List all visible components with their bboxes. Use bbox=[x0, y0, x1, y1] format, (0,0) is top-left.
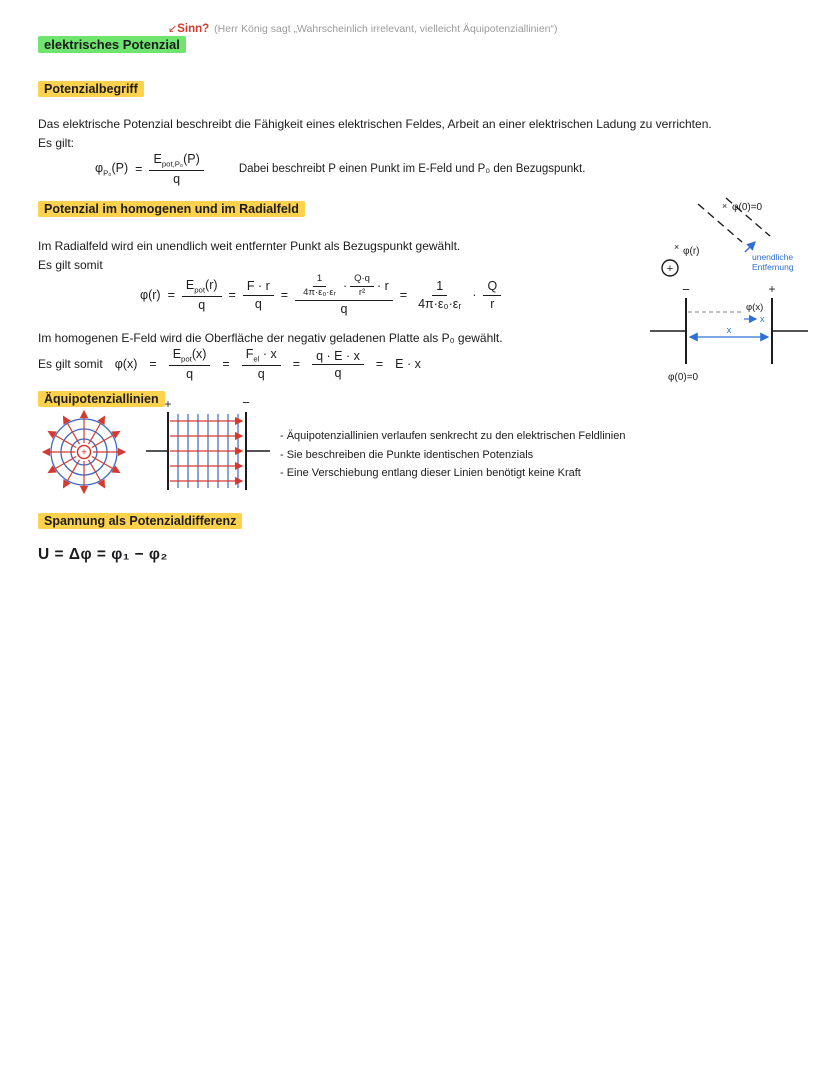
fraction: $\frac{E_{pot,P_0}(P)}{q}$ bbox=[149, 152, 203, 187]
minus-sign: − bbox=[682, 282, 690, 297]
phi-zero-label: φ(0)=0 bbox=[732, 202, 763, 213]
homogenfeld-text-line2: Es gilt somit bbox=[38, 356, 103, 371]
point-marker-icon: × bbox=[674, 242, 680, 252]
field-lines bbox=[170, 421, 242, 481]
page-title: elektrisches Potenzial bbox=[38, 36, 186, 53]
fraction: $\frac{E_{pot}(r)}{q}$ bbox=[182, 278, 222, 313]
bullet-item: - Sie beschreiben die Punkte identischen Potenzials bbox=[280, 449, 534, 461]
phi-r-label: φ(r) bbox=[683, 246, 700, 257]
homogen-potential-formula: Es gilt somit φ(x) = $\frac{E_{pot}(x)}{q}$ = $\frac{F_{el} \cdot x}{q}$ = $\frac{q \cdot E \cdot x}{q}$ = E · x bbox=[38, 347, 421, 382]
phi-x-label: φ(x) bbox=[746, 302, 764, 313]
minus-sign: − bbox=[242, 396, 250, 410]
point-marker-icon: × bbox=[722, 201, 728, 211]
radial-reference-diagram bbox=[648, 196, 823, 291]
sinn-annotation bbox=[168, 22, 558, 35]
fraction: $\frac{F \cdot r}{q}$ bbox=[243, 279, 274, 311]
plus-sign: + bbox=[768, 282, 776, 296]
plate-equipotential-diagram bbox=[146, 396, 270, 506]
bullet-item: - Äquipotenziallinien verlaufen senkrecht zu den elektrischen Feldlinien bbox=[280, 430, 626, 442]
radial-potential-formula: φ(r) = $\frac{E_{pot}(r)}{q}$ = $\frac{F \cdot r}{q}$ = $\frac{1}{\text{4π·ε₀·εᵣ}}$ · $\frac{Q\cdot q}{\text{r²}}$ · r q = $\frac{1}{\text{4π·ε₀·εᵣ}}$ · $\frac{Q}{r}$ bbox=[140, 274, 501, 316]
plus-sign: + bbox=[164, 397, 172, 411]
fraction: $\frac{1}{\text{4π·ε₀·εᵣ}}$ bbox=[418, 279, 462, 311]
voltage-formula: U = Δφ = φ₁ − φ₂ bbox=[38, 546, 168, 563]
formula-lhs: $\varphi_{P_0}(P)$ bbox=[95, 161, 129, 178]
potential-definition-formula: $\varphi_{P_0}(P)$ = $\frac{E_{pot,P_0}(P)}{q}$ Dabei beschreibt P einen Punkt im E-Feld und P₀ den Bezugspunkt. bbox=[95, 152, 586, 187]
x-axis-label: x bbox=[760, 314, 765, 324]
infinity-arrow-icon bbox=[745, 242, 755, 252]
section-heading-spannung: Spannung als Potenzialdifferenz bbox=[38, 513, 242, 529]
fraction-nested: $\frac{1}{\text{4π·ε₀·εᵣ}}$ · $\frac{Q\cdot q}{\text{r²}}$ · r q bbox=[295, 274, 393, 316]
section-heading-potenzialbegriff: Potenzialbegriff bbox=[38, 81, 144, 97]
formula-note: Dabei beschreibt P einen Punkt im E-Feld und P₀ den Bezugspunkt. bbox=[238, 163, 586, 176]
radialfeld-text-line2: Es gilt somit bbox=[38, 258, 103, 272]
x-span-label: x bbox=[726, 325, 732, 336]
sinn-comment: (Herr König sagt „Wahrscheinlich irrelevant, vielleicht Äquipotenziallinien“) bbox=[214, 23, 558, 35]
radialfeld-text-line1: Im Radialfeld wird ein unendlich weit entfernter Punkt als Bezugspunkt gewählt. bbox=[38, 239, 461, 253]
infinity-label-line2: Entfernung bbox=[752, 262, 794, 272]
section-heading-feldarten: Potenzial im homogenen und im Radialfeld bbox=[38, 201, 305, 217]
radial-equipotential-diagram bbox=[36, 404, 132, 500]
fraction: $\frac{E_{pot}(x)}{q}$ bbox=[169, 347, 211, 382]
section-heading-aequipotenziallinien: Äquipotenziallinien bbox=[38, 391, 165, 407]
infinity-label-line1: unendliche bbox=[752, 252, 794, 262]
capacitor-diagram bbox=[646, 282, 816, 384]
phi-zero-label: φ(0)=0 bbox=[668, 372, 699, 383]
potenzialbegriff-text-line2: Es gilt: bbox=[38, 136, 75, 150]
fraction: $\frac{F_{el} \cdot x}{q}$ bbox=[242, 347, 281, 382]
plus-sign: + bbox=[666, 263, 674, 275]
bullet-item: - Eine Verschiebung entlang dieser Linien benötigt keine Kraft bbox=[280, 467, 581, 479]
potenzialbegriff-text-line1: Das elektrische Potenzial beschreibt die Fähigkeit eines elektrischen Feldes, Arbeit an einer elektrischen Ladung zu verrichten. bbox=[38, 117, 712, 131]
sinn-arrow-icon: ↙ bbox=[168, 23, 178, 35]
sinn-label: Sinn? bbox=[177, 23, 210, 35]
homogenfeld-text-line1: Im homogenen E-Feld wird die Oberfläche der negativ geladenen Platte als P₀ gewählt. bbox=[38, 331, 503, 345]
plus-sign: + bbox=[81, 447, 87, 459]
fraction: $\frac{q \cdot E \cdot x}{q}$ bbox=[312, 349, 364, 381]
fraction: $\frac{Q}{r}$ bbox=[483, 279, 501, 311]
